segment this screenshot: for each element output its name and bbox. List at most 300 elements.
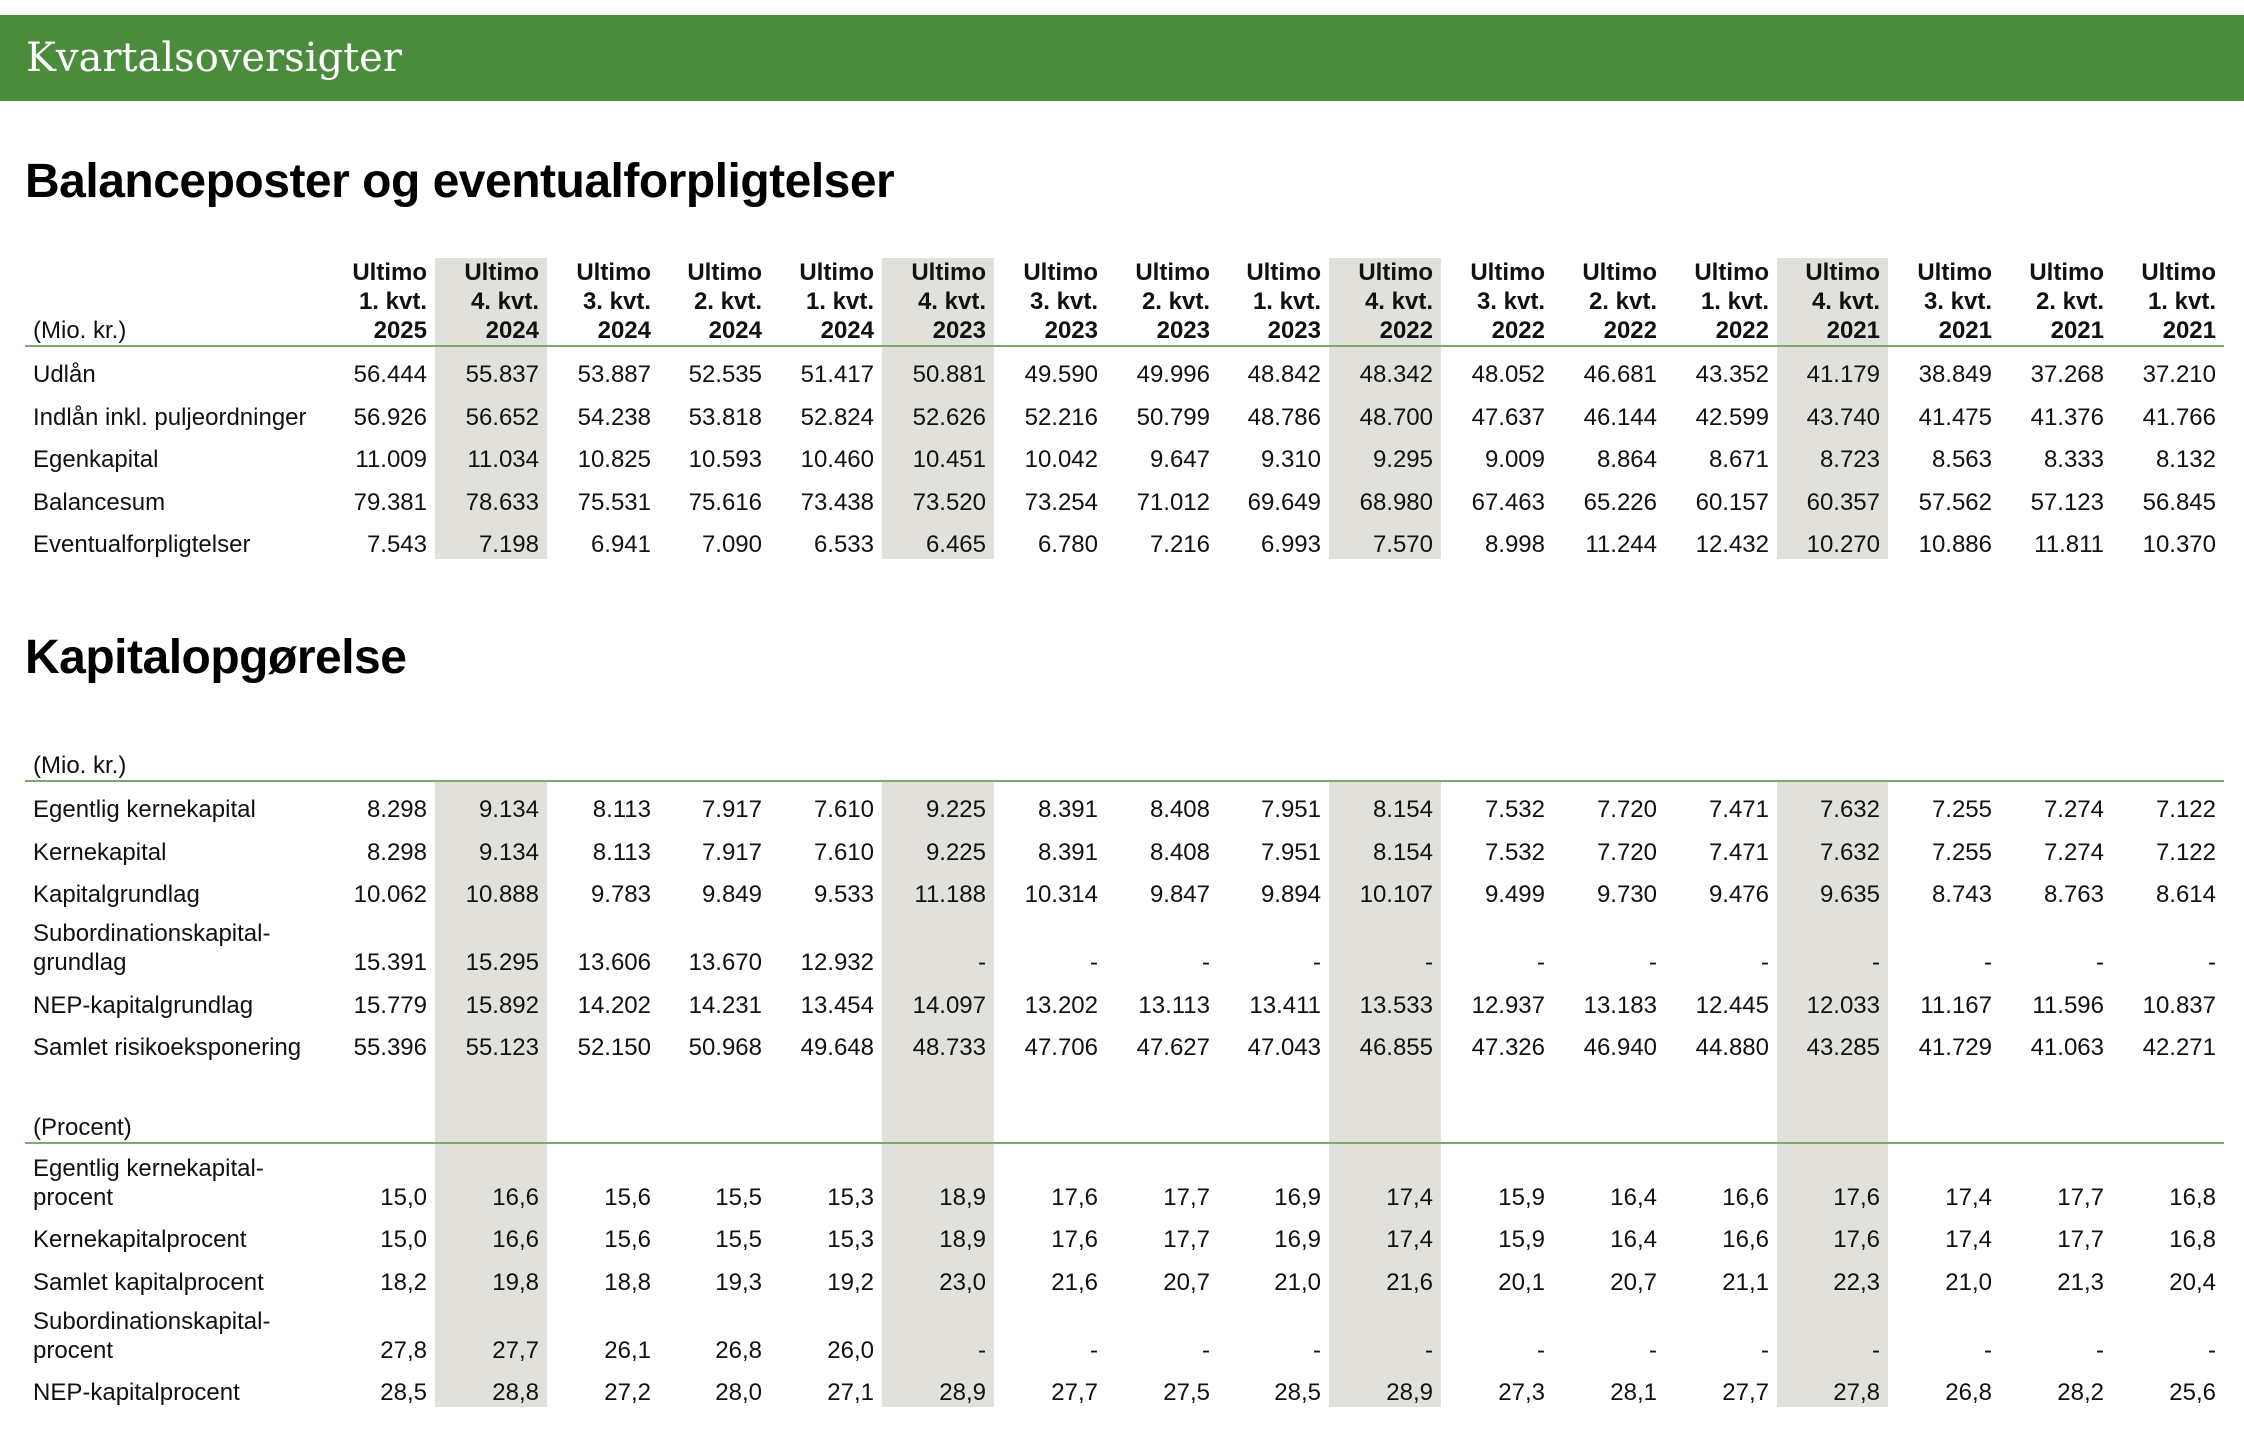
cell-text: Ultimo bbox=[1135, 259, 1210, 286]
column-header bbox=[2112, 258, 2224, 346]
cell-text: 2021 bbox=[1938, 317, 1992, 344]
value-cell: 8.298 bbox=[366, 838, 427, 866]
value-cell: 11.244 bbox=[1585, 530, 1657, 558]
value-cell: 43.285 bbox=[1777, 1020, 1888, 1062]
value-cell: 9.295 bbox=[1329, 432, 1441, 474]
value-cell: - bbox=[2096, 949, 2104, 977]
value-cell: 17,4 bbox=[1945, 1226, 1992, 1254]
column-header bbox=[1218, 258, 1329, 346]
value-cell: 7.274 bbox=[2043, 838, 2104, 866]
table-row bbox=[25, 517, 2224, 559]
value-cell: 8.743 bbox=[1931, 881, 1992, 909]
row-label bbox=[25, 389, 333, 431]
section-title-capital: Kapitalopgørelse bbox=[25, 631, 407, 684]
value-cell: 57.123 bbox=[2030, 488, 2104, 516]
value-cell: 12.932 bbox=[800, 949, 874, 977]
value-cell: 79.381 bbox=[353, 488, 427, 516]
value-cell: 15,3 bbox=[827, 1183, 874, 1211]
value-cell: - bbox=[1537, 949, 1545, 977]
table-row bbox=[25, 1254, 2224, 1296]
cell-text: Ultimo bbox=[464, 259, 539, 286]
value-cell: 17,6 bbox=[1777, 1212, 1888, 1254]
value-cell: 16,6 bbox=[1722, 1183, 1769, 1211]
value-cell: 7.216 bbox=[1149, 530, 1210, 558]
value-cell: 8.723 bbox=[1777, 432, 1888, 474]
value-cell: 17,4 bbox=[1945, 1183, 1992, 1211]
value-cell: 15,0 bbox=[380, 1226, 427, 1254]
value-cell: 10.042 bbox=[1024, 446, 1098, 474]
value-cell: 15,5 bbox=[715, 1183, 762, 1211]
column-header bbox=[1441, 258, 1553, 346]
table-row bbox=[25, 1143, 2224, 1212]
cell-text: 4. kvt. bbox=[917, 288, 986, 315]
value-cell: 73.520 bbox=[882, 474, 994, 516]
value-cell: 9.134 bbox=[435, 824, 547, 866]
value-cell: 68.980 bbox=[1329, 474, 1441, 516]
row-label bbox=[25, 781, 333, 824]
value-cell: 17,4 bbox=[1329, 1212, 1441, 1254]
cell-text: Egentlig kernekapital- bbox=[33, 1154, 264, 1182]
cell-text: Eventualforpligtelser bbox=[33, 530, 251, 558]
cell-text: Egenkapital bbox=[33, 446, 159, 474]
cell-text: 2024 bbox=[708, 317, 762, 344]
row-label bbox=[25, 977, 333, 1019]
value-cell: 52.216 bbox=[1024, 403, 1098, 431]
value-cell: 9.635 bbox=[1777, 867, 1888, 909]
value-cell: 48.786 bbox=[1247, 403, 1321, 431]
table-row bbox=[25, 1020, 2224, 1062]
cell-text: 2. kvt. bbox=[693, 288, 762, 315]
value-cell: - bbox=[1649, 1336, 1657, 1364]
value-cell: 78.633 bbox=[435, 474, 547, 516]
value-cell: 28,8 bbox=[435, 1365, 547, 1407]
value-cell: 13.533 bbox=[1329, 977, 1441, 1019]
row-label bbox=[25, 517, 333, 559]
table-row bbox=[25, 432, 2224, 474]
value-cell: 7.122 bbox=[2155, 796, 2216, 824]
value-cell: 28,2 bbox=[2057, 1379, 2104, 1407]
cell-text: 2023 bbox=[1156, 317, 1210, 344]
value-cell: 8.113 bbox=[592, 838, 651, 866]
value-cell: 14.097 bbox=[882, 977, 994, 1019]
value-cell: 8.408 bbox=[1149, 796, 1210, 824]
value-cell: 43.740 bbox=[1777, 389, 1888, 431]
value-cell: 12.445 bbox=[1695, 991, 1769, 1019]
value-cell: 10.837 bbox=[2142, 991, 2216, 1019]
value-cell: 47.326 bbox=[1471, 1033, 1545, 1061]
column-header bbox=[1106, 258, 1218, 346]
value-cell: 18,8 bbox=[604, 1268, 651, 1296]
value-cell: 17,6 bbox=[1051, 1183, 1098, 1211]
cell-text: Ultimo bbox=[1470, 259, 1545, 286]
cell-text: 2. kvt. bbox=[1588, 288, 1657, 315]
value-cell: 8.998 bbox=[1484, 530, 1545, 558]
cell-text: 2021 bbox=[2050, 317, 2104, 344]
value-cell: 7.917 bbox=[701, 838, 762, 866]
value-cell: 15,6 bbox=[604, 1183, 651, 1211]
value-cell: 16,9 bbox=[1274, 1183, 1321, 1211]
value-cell: 9.310 bbox=[1260, 446, 1321, 474]
value-cell: 16,9 bbox=[1274, 1226, 1321, 1254]
value-cell: - bbox=[1761, 949, 1769, 977]
value-cell: - bbox=[1329, 909, 1441, 977]
value-cell: 50.799 bbox=[1136, 403, 1210, 431]
value-cell: 7.720 bbox=[1596, 838, 1657, 866]
value-cell: 17,4 bbox=[1329, 1143, 1441, 1212]
value-cell: - bbox=[1761, 1336, 1769, 1364]
value-cell: 14.202 bbox=[577, 991, 651, 1019]
value-cell: 55.123 bbox=[435, 1020, 547, 1062]
unit-label: (Mio. kr.) bbox=[25, 740, 333, 781]
column-header bbox=[2000, 258, 2112, 346]
value-cell: 57.562 bbox=[1918, 488, 1992, 516]
value-cell: 44.880 bbox=[1695, 1033, 1769, 1061]
value-cell: 21,3 bbox=[2057, 1268, 2104, 1296]
value-cell: 16,4 bbox=[1610, 1183, 1657, 1211]
value-cell: 6.465 bbox=[882, 517, 994, 559]
value-cell: 41.729 bbox=[1918, 1033, 1992, 1061]
value-cell: 27,7 bbox=[1722, 1379, 1769, 1407]
column-header bbox=[435, 258, 547, 346]
value-cell: 52.626 bbox=[882, 389, 994, 431]
value-cell: - bbox=[1537, 1336, 1545, 1364]
value-cell: 10.886 bbox=[1918, 530, 1992, 558]
value-cell: 18,2 bbox=[380, 1268, 427, 1296]
value-cell: 43.352 bbox=[1695, 361, 1769, 389]
cell-text: 3. kvt. bbox=[1476, 288, 1545, 315]
cell-text: Kapitalgrundlag bbox=[33, 881, 200, 909]
value-cell: 49.590 bbox=[1024, 361, 1098, 389]
value-cell: 69.649 bbox=[1247, 488, 1321, 516]
value-cell: 9.225 bbox=[882, 781, 994, 824]
row-label bbox=[25, 1297, 333, 1365]
row-label bbox=[25, 909, 333, 977]
value-cell: 7.951 bbox=[1260, 796, 1321, 824]
value-cell: - bbox=[1090, 1336, 1098, 1364]
value-cell: 15,9 bbox=[1498, 1226, 1545, 1254]
column-header bbox=[1888, 258, 2000, 346]
value-cell: 56.444 bbox=[353, 361, 427, 389]
value-cell: - bbox=[1313, 949, 1321, 977]
unit-row bbox=[25, 1102, 2224, 1143]
column-header bbox=[659, 258, 770, 346]
value-cell: 15,3 bbox=[827, 1226, 874, 1254]
value-cell: 50.968 bbox=[688, 1033, 762, 1061]
value-cell: 28,9 bbox=[882, 1365, 994, 1407]
value-cell: 8.333 bbox=[2043, 446, 2104, 474]
value-cell: 26,8 bbox=[1945, 1379, 1992, 1407]
value-cell: 17,7 bbox=[1163, 1183, 1210, 1211]
cell-text: Ultimo bbox=[1358, 259, 1433, 286]
value-cell: 12.937 bbox=[1471, 991, 1545, 1019]
value-cell: 21,6 bbox=[1329, 1254, 1441, 1296]
value-cell: 7.122 bbox=[2155, 838, 2216, 866]
column-header bbox=[770, 258, 882, 346]
row-label bbox=[25, 346, 333, 389]
value-cell: 14.231 bbox=[688, 991, 762, 1019]
value-cell: 11.596 bbox=[2032, 991, 2104, 1019]
cell-text: 4. kvt. bbox=[470, 288, 539, 315]
value-cell: 16,8 bbox=[2169, 1226, 2216, 1254]
cell-text: 2022 bbox=[1603, 317, 1657, 344]
table-row bbox=[25, 824, 2224, 866]
value-cell: 7.632 bbox=[1777, 781, 1888, 824]
value-cell: 7.951 bbox=[1260, 838, 1321, 866]
value-cell: 48.700 bbox=[1329, 389, 1441, 431]
value-cell: 50.881 bbox=[882, 346, 994, 389]
value-cell: 9.499 bbox=[1484, 881, 1545, 909]
value-cell: 21,0 bbox=[1945, 1268, 1992, 1296]
row-label bbox=[25, 1365, 333, 1407]
value-cell: - bbox=[1984, 1336, 1992, 1364]
value-cell: 42.271 bbox=[2142, 1033, 2216, 1061]
value-cell: 28,0 bbox=[715, 1379, 762, 1407]
row-label bbox=[25, 432, 333, 474]
value-cell: 13.183 bbox=[1583, 991, 1657, 1019]
value-cell: 60.157 bbox=[1695, 488, 1769, 516]
cell-text: Ultimo bbox=[799, 259, 874, 286]
value-cell: 20,7 bbox=[1610, 1268, 1657, 1296]
cell-text: Samlet kapitalprocent bbox=[33, 1268, 264, 1296]
value-cell: 7.917 bbox=[701, 796, 762, 824]
section-title-balance: Balanceposter og eventualforpligtelser bbox=[25, 155, 895, 208]
unit-row bbox=[25, 740, 2224, 781]
value-cell: 28,9 bbox=[1329, 1365, 1441, 1407]
cell-text: procent bbox=[33, 1336, 114, 1364]
value-cell: 21,1 bbox=[1722, 1268, 1769, 1296]
spacer-row bbox=[25, 1062, 2224, 1102]
value-cell: 15.295 bbox=[435, 909, 547, 977]
value-cell: 17,7 bbox=[1163, 1226, 1210, 1254]
cell-text: Ultimo bbox=[1917, 259, 1992, 286]
value-cell: 38.849 bbox=[1918, 361, 1992, 389]
value-cell: 7.570 bbox=[1329, 517, 1441, 559]
cell-text: 4. kvt. bbox=[1364, 288, 1433, 315]
value-cell: 7.543 bbox=[366, 530, 427, 558]
value-cell: 73.438 bbox=[800, 488, 874, 516]
value-cell: 10.370 bbox=[2142, 530, 2216, 558]
cell-text: 2. kvt. bbox=[2035, 288, 2104, 315]
value-cell: 15,9 bbox=[1498, 1183, 1545, 1211]
cell-text: 2024 bbox=[485, 317, 539, 344]
cell-text: Indlån inkl. puljeordninger bbox=[33, 403, 307, 431]
cell-text: Egentlig kernekapital bbox=[33, 796, 256, 824]
value-cell: 55.837 bbox=[435, 346, 547, 389]
value-cell: 13.411 bbox=[1249, 991, 1321, 1019]
column-header bbox=[547, 258, 659, 346]
cell-text: Subordinationskapital- bbox=[33, 1307, 271, 1335]
value-cell: 8.113 bbox=[592, 796, 651, 824]
value-cell: 10.593 bbox=[688, 446, 762, 474]
value-cell: 8.614 bbox=[2155, 881, 2216, 909]
value-cell: - bbox=[1090, 949, 1098, 977]
value-cell: - bbox=[1202, 1336, 1210, 1364]
value-cell: 9.647 bbox=[1149, 446, 1210, 474]
column-header bbox=[1665, 258, 1777, 346]
cell-text: Ultimo bbox=[2029, 259, 2104, 286]
value-cell: 15,0 bbox=[380, 1183, 427, 1211]
value-cell: 16,6 bbox=[1722, 1226, 1769, 1254]
value-cell: 28,5 bbox=[380, 1379, 427, 1407]
value-cell: 7.610 bbox=[813, 796, 874, 824]
value-cell: 27,2 bbox=[604, 1379, 651, 1407]
value-cell: 67.463 bbox=[1471, 488, 1545, 516]
cell-text: Ultimo bbox=[687, 259, 762, 286]
value-cell: 15.391 bbox=[353, 949, 427, 977]
value-cell: 12.033 bbox=[1777, 977, 1888, 1019]
cell-text: 2022 bbox=[1715, 317, 1769, 344]
value-cell: 56.652 bbox=[435, 389, 547, 431]
value-cell: 9.849 bbox=[701, 881, 762, 909]
value-cell: 28,1 bbox=[1610, 1379, 1657, 1407]
capital-table bbox=[25, 740, 2224, 1407]
value-cell: 23,0 bbox=[882, 1254, 994, 1296]
value-cell: 73.254 bbox=[1024, 488, 1098, 516]
value-cell: 71.012 bbox=[1136, 488, 1210, 516]
cell-text: 2025 bbox=[373, 317, 427, 344]
row-label bbox=[25, 1143, 333, 1212]
value-cell: 20,7 bbox=[1163, 1268, 1210, 1296]
cell-text: 2024 bbox=[597, 317, 651, 344]
value-cell: 52.535 bbox=[688, 361, 762, 389]
value-cell: - bbox=[2208, 1336, 2216, 1364]
value-cell: 75.531 bbox=[577, 488, 651, 516]
cell-text: Ultimo bbox=[576, 259, 651, 286]
value-cell: 11.034 bbox=[435, 432, 547, 474]
table-row bbox=[25, 346, 2224, 389]
value-cell: 9.009 bbox=[1484, 446, 1545, 474]
cell-text: Ultimo bbox=[1805, 259, 1880, 286]
value-cell: 47.043 bbox=[1247, 1033, 1321, 1061]
value-cell: 17,6 bbox=[1051, 1226, 1098, 1254]
value-cell: 48.842 bbox=[1247, 361, 1321, 389]
value-cell: 27,1 bbox=[827, 1379, 874, 1407]
value-cell: 7.720 bbox=[1596, 796, 1657, 824]
cell-text: 3. kvt. bbox=[582, 288, 651, 315]
table-row bbox=[25, 781, 2224, 824]
value-cell: 21,6 bbox=[1051, 1268, 1098, 1296]
cell-text: 3. kvt. bbox=[1029, 288, 1098, 315]
value-cell: 12.432 bbox=[1695, 530, 1769, 558]
value-cell: 6.780 bbox=[1037, 530, 1098, 558]
value-cell: 10.062 bbox=[353, 881, 427, 909]
value-cell: 8.864 bbox=[1596, 446, 1657, 474]
value-cell: 49.996 bbox=[1136, 361, 1210, 389]
cell-text: Kernekapital bbox=[33, 838, 167, 866]
cell-text: 2022 bbox=[1491, 317, 1545, 344]
value-cell: - bbox=[1777, 1297, 1888, 1365]
value-cell: 53.887 bbox=[577, 361, 651, 389]
value-cell: 19,2 bbox=[827, 1268, 874, 1296]
value-cell: 8.154 bbox=[1329, 824, 1441, 866]
value-cell: 16,4 bbox=[1610, 1226, 1657, 1254]
value-cell: 8.391 bbox=[1037, 838, 1098, 866]
value-cell: 6.993 bbox=[1260, 530, 1321, 558]
cell-text: 2021 bbox=[1826, 317, 1880, 344]
value-cell: 7.090 bbox=[701, 530, 762, 558]
value-cell: 8.132 bbox=[2155, 446, 2216, 474]
value-cell: 11.167 bbox=[1920, 991, 1992, 1019]
cell-text: NEP-kapitalprocent bbox=[33, 1379, 240, 1407]
cell-text: 4. kvt. bbox=[1811, 288, 1880, 315]
table-row bbox=[25, 867, 2224, 909]
table-row bbox=[25, 977, 2224, 1019]
value-cell: 48.733 bbox=[882, 1020, 994, 1062]
cell-text: Ultimo bbox=[352, 259, 427, 286]
cell-text: Ultimo bbox=[1582, 259, 1657, 286]
row-label bbox=[25, 474, 333, 516]
row-label bbox=[25, 824, 333, 866]
column-header bbox=[1777, 258, 1888, 346]
table-row bbox=[25, 389, 2224, 431]
value-cell: 47.706 bbox=[1024, 1033, 1098, 1061]
value-cell: 46.681 bbox=[1583, 361, 1657, 389]
value-cell: 8.391 bbox=[1037, 796, 1098, 824]
value-cell: 47.627 bbox=[1136, 1033, 1210, 1061]
column-header bbox=[882, 258, 994, 346]
value-cell: 22,3 bbox=[1777, 1254, 1888, 1296]
value-cell: 8.154 bbox=[1329, 781, 1441, 824]
value-cell: 13.454 bbox=[800, 991, 874, 1019]
value-cell: 7.532 bbox=[1484, 838, 1545, 866]
value-cell: - bbox=[1777, 909, 1888, 977]
cell-text: 3. kvt. bbox=[1923, 288, 1992, 315]
value-cell: 54.238 bbox=[577, 403, 651, 431]
value-cell: 75.616 bbox=[688, 488, 762, 516]
value-cell: 10.270 bbox=[1777, 517, 1888, 559]
cell-text: Ultimo bbox=[911, 259, 986, 286]
cell-text: Subordinationskapital- bbox=[33, 920, 271, 948]
value-cell: 9.894 bbox=[1260, 881, 1321, 909]
value-cell: 41.063 bbox=[2030, 1033, 2104, 1061]
value-cell: 11.188 bbox=[882, 867, 994, 909]
value-cell: 8.563 bbox=[1931, 446, 1992, 474]
value-cell: 46.144 bbox=[1583, 403, 1657, 431]
cell-text: grundlag bbox=[33, 949, 127, 977]
table-row bbox=[25, 474, 2224, 516]
value-cell: 41.475 bbox=[1918, 403, 1992, 431]
value-cell: 25,6 bbox=[2169, 1379, 2216, 1407]
column-header bbox=[1553, 258, 1665, 346]
value-cell: 8.763 bbox=[2043, 881, 2104, 909]
value-cell: 46.855 bbox=[1329, 1020, 1441, 1062]
cell-text: 2021 bbox=[2162, 317, 2216, 344]
value-cell: - bbox=[1202, 949, 1210, 977]
value-cell: - bbox=[1313, 1336, 1321, 1364]
value-cell: 9.730 bbox=[1596, 881, 1657, 909]
value-cell: - bbox=[2208, 949, 2216, 977]
cell-text: Ultimo bbox=[1694, 259, 1769, 286]
value-cell: 9.476 bbox=[1708, 881, 1769, 909]
value-cell: 17,6 bbox=[1777, 1143, 1888, 1212]
value-cell: 37.210 bbox=[2142, 361, 2216, 389]
value-cell: 27,5 bbox=[1163, 1379, 1210, 1407]
value-cell: 48.342 bbox=[1329, 346, 1441, 389]
value-cell: - bbox=[2096, 1336, 2104, 1364]
cell-text: 2. kvt. bbox=[1141, 288, 1210, 315]
cell-text: 1. kvt. bbox=[805, 288, 874, 315]
value-cell: 7.274 bbox=[2043, 796, 2104, 824]
value-cell: 9.847 bbox=[1149, 881, 1210, 909]
value-cell: 28,5 bbox=[1274, 1379, 1321, 1407]
value-cell: 41.179 bbox=[1777, 346, 1888, 389]
value-cell: 17,7 bbox=[2057, 1226, 2104, 1254]
value-cell: 15,6 bbox=[604, 1226, 651, 1254]
balance-table bbox=[25, 258, 2224, 559]
value-cell: 51.417 bbox=[800, 361, 874, 389]
value-cell: 7.255 bbox=[1931, 838, 1992, 866]
value-cell: 46.940 bbox=[1583, 1033, 1657, 1061]
